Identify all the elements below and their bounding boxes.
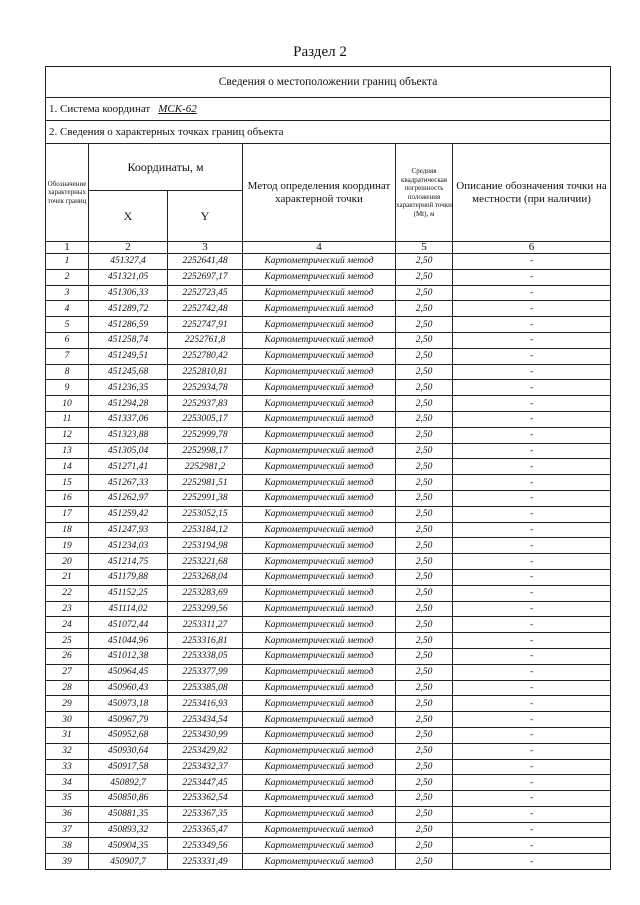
- point-number-cell: 20: [46, 554, 89, 570]
- x-coordinate-cell: 450881,35: [89, 806, 168, 822]
- accuracy-cell: 2,50: [396, 791, 453, 807]
- point-number-cell: 24: [46, 617, 89, 633]
- x-coordinate-cell: 451247,93: [89, 522, 168, 538]
- y-coordinate-cell: 2253429,82: [168, 743, 243, 759]
- table-row: [46, 680, 611, 696]
- method-cell: Картометрический метод: [243, 285, 396, 301]
- method-cell: Картометрический метод: [243, 569, 396, 585]
- y-coordinate-cell: 2252641,48: [168, 254, 243, 270]
- point-number-cell: 7: [46, 348, 89, 364]
- point-number-cell: 1: [46, 254, 89, 270]
- x-coordinate-cell: 451012,38: [89, 648, 168, 664]
- method-cell: Картометрический метод: [243, 411, 396, 427]
- table-row: [46, 806, 611, 822]
- accuracy-cell: 2,50: [396, 743, 453, 759]
- method-cell: Картометрический метод: [243, 633, 396, 649]
- description-cell: -: [453, 490, 611, 506]
- method-cell: Картометрический метод: [243, 348, 396, 364]
- x-coordinate-cell: 451306,33: [89, 285, 168, 301]
- accuracy-cell: 2,50: [396, 838, 453, 854]
- accuracy-cell: 2,50: [396, 396, 453, 412]
- description-cell: -: [453, 506, 611, 522]
- table-row: [46, 775, 611, 791]
- description-cell: -: [453, 332, 611, 348]
- description-cell: -: [453, 633, 611, 649]
- accuracy-cell: 2,50: [396, 601, 453, 617]
- coord-system-label: 1. Система координат: [49, 103, 151, 115]
- accuracy-cell: 2,50: [396, 411, 453, 427]
- header-coordinates: Координаты, м: [89, 144, 243, 191]
- description-cell: -: [453, 743, 611, 759]
- description-cell: -: [453, 269, 611, 285]
- table-row: [46, 601, 611, 617]
- x-coordinate-cell: 450850,86: [89, 791, 168, 807]
- point-number-cell: 28: [46, 680, 89, 696]
- accuracy-cell: 2,50: [396, 822, 453, 838]
- description-cell: -: [453, 396, 611, 412]
- point-number-cell: 12: [46, 427, 89, 443]
- accuracy-cell: 2,50: [396, 254, 453, 270]
- column-number: 4: [243, 242, 396, 254]
- x-coordinate-cell: 451214,75: [89, 554, 168, 570]
- y-coordinate-cell: 2253349,56: [168, 838, 243, 854]
- y-coordinate-cell: 2253385,08: [168, 680, 243, 696]
- x-coordinate-cell: 450893,32: [89, 822, 168, 838]
- table-row: [46, 648, 611, 664]
- point-number-cell: 38: [46, 838, 89, 854]
- description-cell: -: [453, 317, 611, 333]
- x-coordinate-cell: 451271,41: [89, 459, 168, 475]
- accuracy-cell: 2,50: [396, 538, 453, 554]
- point-number-cell: 2: [46, 269, 89, 285]
- x-coordinate-cell: 451258,74: [89, 332, 168, 348]
- method-cell: Картометрический метод: [243, 727, 396, 743]
- description-cell: -: [453, 648, 611, 664]
- y-coordinate-cell: 2253299,56: [168, 601, 243, 617]
- y-coordinate-cell: 2252999,78: [168, 427, 243, 443]
- y-coordinate-cell: 2253362,54: [168, 791, 243, 807]
- description-cell: -: [453, 664, 611, 680]
- y-coordinate-cell: 2253283,69: [168, 585, 243, 601]
- table-row: [46, 348, 611, 364]
- x-coordinate-cell: 450904,35: [89, 838, 168, 854]
- x-coordinate-cell: 451245,68: [89, 364, 168, 380]
- column-number: 5: [396, 242, 453, 254]
- x-coordinate-cell: 450960,43: [89, 680, 168, 696]
- points-label: 2. Сведения о характерных точках границ объекта: [46, 121, 611, 144]
- method-cell: Картометрический метод: [243, 648, 396, 664]
- method-cell: Картометрический метод: [243, 854, 396, 870]
- point-number-cell: 5: [46, 317, 89, 333]
- y-coordinate-cell: 2253377,99: [168, 664, 243, 680]
- accuracy-cell: 2,50: [396, 522, 453, 538]
- table-row: [46, 301, 611, 317]
- table-row: [46, 759, 611, 775]
- description-cell: -: [453, 459, 611, 475]
- point-number-cell: 23: [46, 601, 89, 617]
- table-row: [46, 838, 611, 854]
- accuracy-cell: 2,50: [396, 364, 453, 380]
- method-cell: Картометрический метод: [243, 585, 396, 601]
- y-coordinate-cell: 2252747,91: [168, 317, 243, 333]
- x-coordinate-cell: 451179,88: [89, 569, 168, 585]
- point-number-cell: 37: [46, 822, 89, 838]
- column-number: 2: [89, 242, 168, 254]
- x-coordinate-cell: 451259,42: [89, 506, 168, 522]
- accuracy-cell: 2,50: [396, 696, 453, 712]
- accuracy-cell: 2,50: [396, 759, 453, 775]
- table-row: [46, 332, 611, 348]
- description-cell: -: [453, 380, 611, 396]
- method-cell: Картометрический метод: [243, 475, 396, 491]
- description-cell: -: [453, 585, 611, 601]
- x-coordinate-cell: 451321,05: [89, 269, 168, 285]
- description-cell: -: [453, 712, 611, 728]
- section-title: Раздел 2: [293, 44, 347, 60]
- method-cell: Картометрический метод: [243, 490, 396, 506]
- description-cell: -: [453, 411, 611, 427]
- table-row: [46, 854, 611, 870]
- method-cell: Картометрический метод: [243, 822, 396, 838]
- x-coordinate-cell: 451286,59: [89, 317, 168, 333]
- table-row: [46, 791, 611, 807]
- y-coordinate-cell: 2252742,48: [168, 301, 243, 317]
- method-cell: Картометрический метод: [243, 806, 396, 822]
- point-number-cell: 35: [46, 791, 89, 807]
- description-cell: -: [453, 775, 611, 791]
- method-cell: Картометрический метод: [243, 617, 396, 633]
- point-number-cell: 32: [46, 743, 89, 759]
- method-cell: Картометрический метод: [243, 254, 396, 270]
- y-coordinate-cell: 2253338,05: [168, 648, 243, 664]
- description-cell: -: [453, 443, 611, 459]
- point-number-cell: 16: [46, 490, 89, 506]
- description-cell: -: [453, 680, 611, 696]
- y-coordinate-cell: 2253447,45: [168, 775, 243, 791]
- point-number-cell: 10: [46, 396, 89, 412]
- y-coordinate-cell: 2252810,81: [168, 364, 243, 380]
- description-cell: -: [453, 601, 611, 617]
- point-number-cell: 4: [46, 301, 89, 317]
- table-row: [46, 585, 611, 601]
- y-coordinate-cell: 2253367,35: [168, 806, 243, 822]
- x-coordinate-cell: 451249,51: [89, 348, 168, 364]
- y-coordinate-cell: 2253311,27: [168, 617, 243, 633]
- description-cell: -: [453, 475, 611, 491]
- table-row: [46, 633, 611, 649]
- description-cell: -: [453, 854, 611, 870]
- accuracy-cell: 2,50: [396, 490, 453, 506]
- accuracy-cell: 2,50: [396, 427, 453, 443]
- y-coordinate-cell: 2253005,17: [168, 411, 243, 427]
- description-cell: -: [453, 617, 611, 633]
- accuracy-cell: 2,50: [396, 680, 453, 696]
- description-cell: -: [453, 791, 611, 807]
- table-row: [46, 506, 611, 522]
- description-cell: -: [453, 364, 611, 380]
- y-coordinate-cell: 2253052,15: [168, 506, 243, 522]
- y-coordinate-cell: 2252697,17: [168, 269, 243, 285]
- x-coordinate-cell: 451236,35: [89, 380, 168, 396]
- y-coordinate-cell: 2252981,51: [168, 475, 243, 491]
- point-number-cell: 22: [46, 585, 89, 601]
- accuracy-cell: 2,50: [396, 269, 453, 285]
- table-row: [46, 554, 611, 570]
- x-coordinate-cell: 451072,44: [89, 617, 168, 633]
- point-number-cell: 34: [46, 775, 89, 791]
- column-number: 6: [453, 242, 611, 254]
- y-coordinate-cell: 2253316,81: [168, 633, 243, 649]
- point-number-cell: 9: [46, 380, 89, 396]
- coord-system-value: МСК-62: [158, 103, 197, 115]
- point-number-cell: 21: [46, 569, 89, 585]
- x-coordinate-cell: 450907,7: [89, 854, 168, 870]
- x-coordinate-cell: 450917,58: [89, 759, 168, 775]
- x-coordinate-cell: 450892,7: [89, 775, 168, 791]
- point-number-cell: 18: [46, 522, 89, 538]
- accuracy-cell: 2,50: [396, 633, 453, 649]
- accuracy-cell: 2,50: [396, 569, 453, 585]
- x-coordinate-cell: 451337,06: [89, 411, 168, 427]
- x-coordinate-cell: 450973,18: [89, 696, 168, 712]
- description-cell: -: [453, 696, 611, 712]
- y-coordinate-cell: 2253365,47: [168, 822, 243, 838]
- table-row: [46, 822, 611, 838]
- point-number-cell: 6: [46, 332, 89, 348]
- y-coordinate-cell: 2252998,17: [168, 443, 243, 459]
- x-coordinate-cell: 450964,45: [89, 664, 168, 680]
- x-coordinate-cell: 451323,88: [89, 427, 168, 443]
- description-cell: -: [453, 301, 611, 317]
- accuracy-cell: 2,50: [396, 554, 453, 570]
- accuracy-cell: 2,50: [396, 506, 453, 522]
- accuracy-cell: 2,50: [396, 475, 453, 491]
- description-cell: -: [453, 838, 611, 854]
- description-cell: -: [453, 285, 611, 301]
- point-number-cell: 17: [46, 506, 89, 522]
- description-cell: -: [453, 538, 611, 554]
- column-numbers-row: [46, 242, 611, 254]
- x-coordinate-cell: 451044,96: [89, 633, 168, 649]
- method-cell: Картометрический метод: [243, 712, 396, 728]
- accuracy-cell: 2,50: [396, 301, 453, 317]
- x-coordinate-cell: 450952,68: [89, 727, 168, 743]
- method-cell: Картометрический метод: [243, 459, 396, 475]
- x-coordinate-cell: 450967,79: [89, 712, 168, 728]
- description-cell: -: [453, 254, 611, 270]
- accuracy-cell: 2,50: [396, 380, 453, 396]
- method-cell: Картометрический метод: [243, 664, 396, 680]
- description-cell: -: [453, 569, 611, 585]
- description-cell: -: [453, 554, 611, 570]
- point-number-cell: 33: [46, 759, 89, 775]
- point-number-cell: 26: [46, 648, 89, 664]
- point-number-cell: 3: [46, 285, 89, 301]
- y-coordinate-cell: 2253416,93: [168, 696, 243, 712]
- point-number-cell: 19: [46, 538, 89, 554]
- header-accuracy: Средняя квадратическая погрешность положения характерной точки (Mt), м: [396, 144, 453, 242]
- accuracy-cell: 2,50: [396, 348, 453, 364]
- x-coordinate-cell: 451262,97: [89, 490, 168, 506]
- method-cell: Картометрический метод: [243, 506, 396, 522]
- method-cell: Картометрический метод: [243, 601, 396, 617]
- method-cell: Картометрический метод: [243, 301, 396, 317]
- method-cell: Картометрический метод: [243, 680, 396, 696]
- method-cell: Картометрический метод: [243, 380, 396, 396]
- table-title: Сведения о местоположении границ объекта: [46, 67, 611, 98]
- method-cell: Картометрический метод: [243, 554, 396, 570]
- description-cell: -: [453, 522, 611, 538]
- x-coordinate-cell: 451267,33: [89, 475, 168, 491]
- method-cell: Картометрический метод: [243, 775, 396, 791]
- accuracy-cell: 2,50: [396, 664, 453, 680]
- point-number-cell: 15: [46, 475, 89, 491]
- description-cell: -: [453, 427, 611, 443]
- method-cell: Картометрический метод: [243, 317, 396, 333]
- header-method: Метод определения координат характерной точки: [243, 144, 396, 242]
- column-number: 3: [168, 242, 243, 254]
- accuracy-cell: 2,50: [396, 617, 453, 633]
- table-row: [46, 254, 611, 270]
- accuracy-cell: 2,50: [396, 585, 453, 601]
- y-coordinate-cell: 2253434,54: [168, 712, 243, 728]
- table-row: [46, 459, 611, 475]
- point-number-cell: 27: [46, 664, 89, 680]
- table-row: [46, 522, 611, 538]
- point-number-cell: 8: [46, 364, 89, 380]
- x-coordinate-cell: 451234,03: [89, 538, 168, 554]
- table-row: [46, 569, 611, 585]
- method-cell: Картометрический метод: [243, 443, 396, 459]
- point-number-cell: 30: [46, 712, 89, 728]
- boundary-points-table: [45, 66, 611, 870]
- description-cell: -: [453, 759, 611, 775]
- y-coordinate-cell: 2252981,2: [168, 459, 243, 475]
- accuracy-cell: 2,50: [396, 727, 453, 743]
- header-description: Описание обозначения точки на местности (при наличии): [453, 144, 611, 242]
- method-cell: Картометрический метод: [243, 791, 396, 807]
- y-coordinate-cell: 2252937,83: [168, 396, 243, 412]
- table-row: [46, 443, 611, 459]
- y-coordinate-cell: 2252991,38: [168, 490, 243, 506]
- y-coordinate-cell: 2253331,49: [168, 854, 243, 870]
- y-coordinate-cell: 2253268,04: [168, 569, 243, 585]
- y-coordinate-cell: 2253221,68: [168, 554, 243, 570]
- method-cell: Картометрический метод: [243, 743, 396, 759]
- table-row: [46, 712, 611, 728]
- y-coordinate-cell: 2253430,99: [168, 727, 243, 743]
- method-cell: Картометрический метод: [243, 759, 396, 775]
- table-row: [46, 285, 611, 301]
- description-cell: -: [453, 822, 611, 838]
- x-coordinate-cell: 451327,4: [89, 254, 168, 270]
- x-coordinate-cell: 450930,64: [89, 743, 168, 759]
- method-cell: Картометрический метод: [243, 538, 396, 554]
- table-row: [46, 696, 611, 712]
- accuracy-cell: 2,50: [396, 775, 453, 791]
- accuracy-cell: 2,50: [396, 285, 453, 301]
- table-row: [46, 617, 611, 633]
- y-coordinate-cell: 2252723,45: [168, 285, 243, 301]
- column-number: 1: [46, 242, 89, 254]
- accuracy-cell: 2,50: [396, 317, 453, 333]
- y-coordinate-cell: 2252780,42: [168, 348, 243, 364]
- point-number-cell: 31: [46, 727, 89, 743]
- point-number-cell: 13: [46, 443, 89, 459]
- method-cell: Картометрический метод: [243, 838, 396, 854]
- point-number-cell: 14: [46, 459, 89, 475]
- method-cell: Картометрический метод: [243, 696, 396, 712]
- y-coordinate-cell: 2252761,8: [168, 332, 243, 348]
- accuracy-cell: 2,50: [396, 806, 453, 822]
- method-cell: Картометрический метод: [243, 522, 396, 538]
- method-cell: Картометрический метод: [243, 427, 396, 443]
- y-coordinate-cell: 2253184,12: [168, 522, 243, 538]
- table-row: [46, 317, 611, 333]
- table-row: [46, 664, 611, 680]
- table-row: [46, 364, 611, 380]
- accuracy-cell: 2,50: [396, 854, 453, 870]
- table-row: [46, 380, 611, 396]
- x-coordinate-cell: 451305,04: [89, 443, 168, 459]
- table-row: [46, 411, 611, 427]
- point-number-cell: 36: [46, 806, 89, 822]
- y-coordinate-cell: 2252934,78: [168, 380, 243, 396]
- description-cell: -: [453, 348, 611, 364]
- description-cell: -: [453, 727, 611, 743]
- header-x: X: [89, 191, 168, 242]
- table-row: [46, 538, 611, 554]
- x-coordinate-cell: 451152,25: [89, 585, 168, 601]
- accuracy-cell: 2,50: [396, 712, 453, 728]
- table-row: [46, 427, 611, 443]
- description-cell: -: [453, 806, 611, 822]
- x-coordinate-cell: 451289,72: [89, 301, 168, 317]
- x-coordinate-cell: 451114,02: [89, 601, 168, 617]
- method-cell: Картометрический метод: [243, 269, 396, 285]
- point-number-cell: 25: [46, 633, 89, 649]
- table-row: [46, 475, 611, 491]
- y-coordinate-cell: 2253432,37: [168, 759, 243, 775]
- accuracy-cell: 2,50: [396, 648, 453, 664]
- header-point-designation: Обозначение характерных точек границ: [46, 144, 89, 242]
- table-row: [46, 396, 611, 412]
- x-coordinate-cell: 451294,28: [89, 396, 168, 412]
- table-row: [46, 269, 611, 285]
- method-cell: Картометрический метод: [243, 332, 396, 348]
- coord-system-line: [46, 98, 611, 121]
- accuracy-cell: 2,50: [396, 332, 453, 348]
- method-cell: Картометрический метод: [243, 396, 396, 412]
- point-number-cell: 29: [46, 696, 89, 712]
- table-row: [46, 490, 611, 506]
- table-row: [46, 727, 611, 743]
- point-number-cell: 39: [46, 854, 89, 870]
- accuracy-cell: 2,50: [396, 443, 453, 459]
- point-number-cell: 11: [46, 411, 89, 427]
- accuracy-cell: 2,50: [396, 459, 453, 475]
- table-row: [46, 743, 611, 759]
- method-cell: Картометрический метод: [243, 364, 396, 380]
- y-coordinate-cell: 2253194,98: [168, 538, 243, 554]
- header-y: Y: [168, 191, 243, 242]
